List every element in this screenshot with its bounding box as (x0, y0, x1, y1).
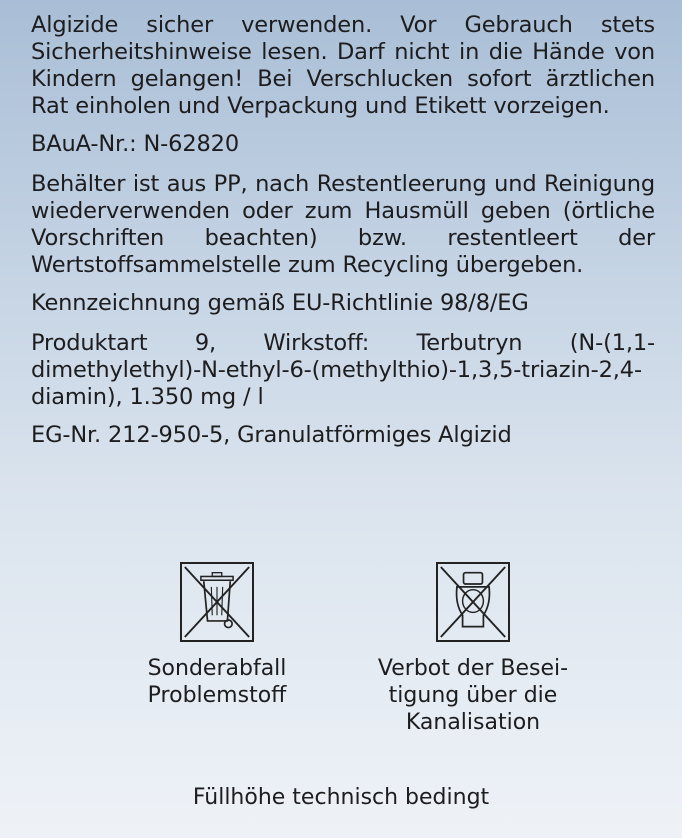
no-drain-disposal-label-line-3: Kanalisation (405, 710, 541, 735)
active-ingredient-paragraph: Produktart 9, Wirkstoff: Terbutryn (N-(1,1-dimethylethyl)-N-ethyl-6-(methylthio)-1,3,5-triazin-2,4-diamin), 1.350 mg / l (31, 330, 655, 410)
label-text-block (31, 12, 655, 462)
crossed-out-toilet-icon (436, 562, 510, 642)
no-drain-disposal-pictogram (358, 562, 588, 736)
eu-directive-line: Kennzeichnung gemäß EU-Richtlinie 98/8/EG (31, 290, 529, 316)
disposal-paragraph: Behälter ist aus PP, nach Restentleerung und Reinigung wiederverwenden oder zum Hausmüll geben (örtliche Vorschriften beachten) bzw. restentleert der Wertstoffsammelstelle zum Recycling übergeben. (31, 171, 655, 278)
hazardous-waste-label-line-2: Problemstoff (147, 683, 287, 708)
pictogram-row (0, 562, 682, 742)
no-drain-disposal-label-line-2: tigung über die (388, 683, 558, 708)
ec-number-line: EG-Nr. 212-950-5, Granulatförmiges Algizid (31, 422, 512, 448)
crossed-out-wheelie-bin-icon (180, 562, 254, 642)
fill-level-note: Füllhöhe technisch bedingt (192, 785, 490, 810)
safety-instructions-paragraph: Algizide sicher verwenden. Vor Gebrauch stets Sicherheitshinweise lesen. Darf nicht in die Hände von Kindern gelangen! Bei Verschlucken sofort ärztlichen Rat einholen und Verpackung und Etikett vorzeigen. (31, 12, 655, 119)
no-drain-disposal-label-line-1: Verbot der Besei- (377, 656, 569, 681)
hazardous-waste-label (117, 655, 317, 709)
hazardous-waste-label-line-1: Sonderabfall (147, 656, 287, 681)
bauа-number: BAuA-Nr.: N-62820 (31, 131, 239, 157)
hazardous-waste-pictogram (117, 562, 317, 709)
no-drain-disposal-label (358, 655, 588, 736)
